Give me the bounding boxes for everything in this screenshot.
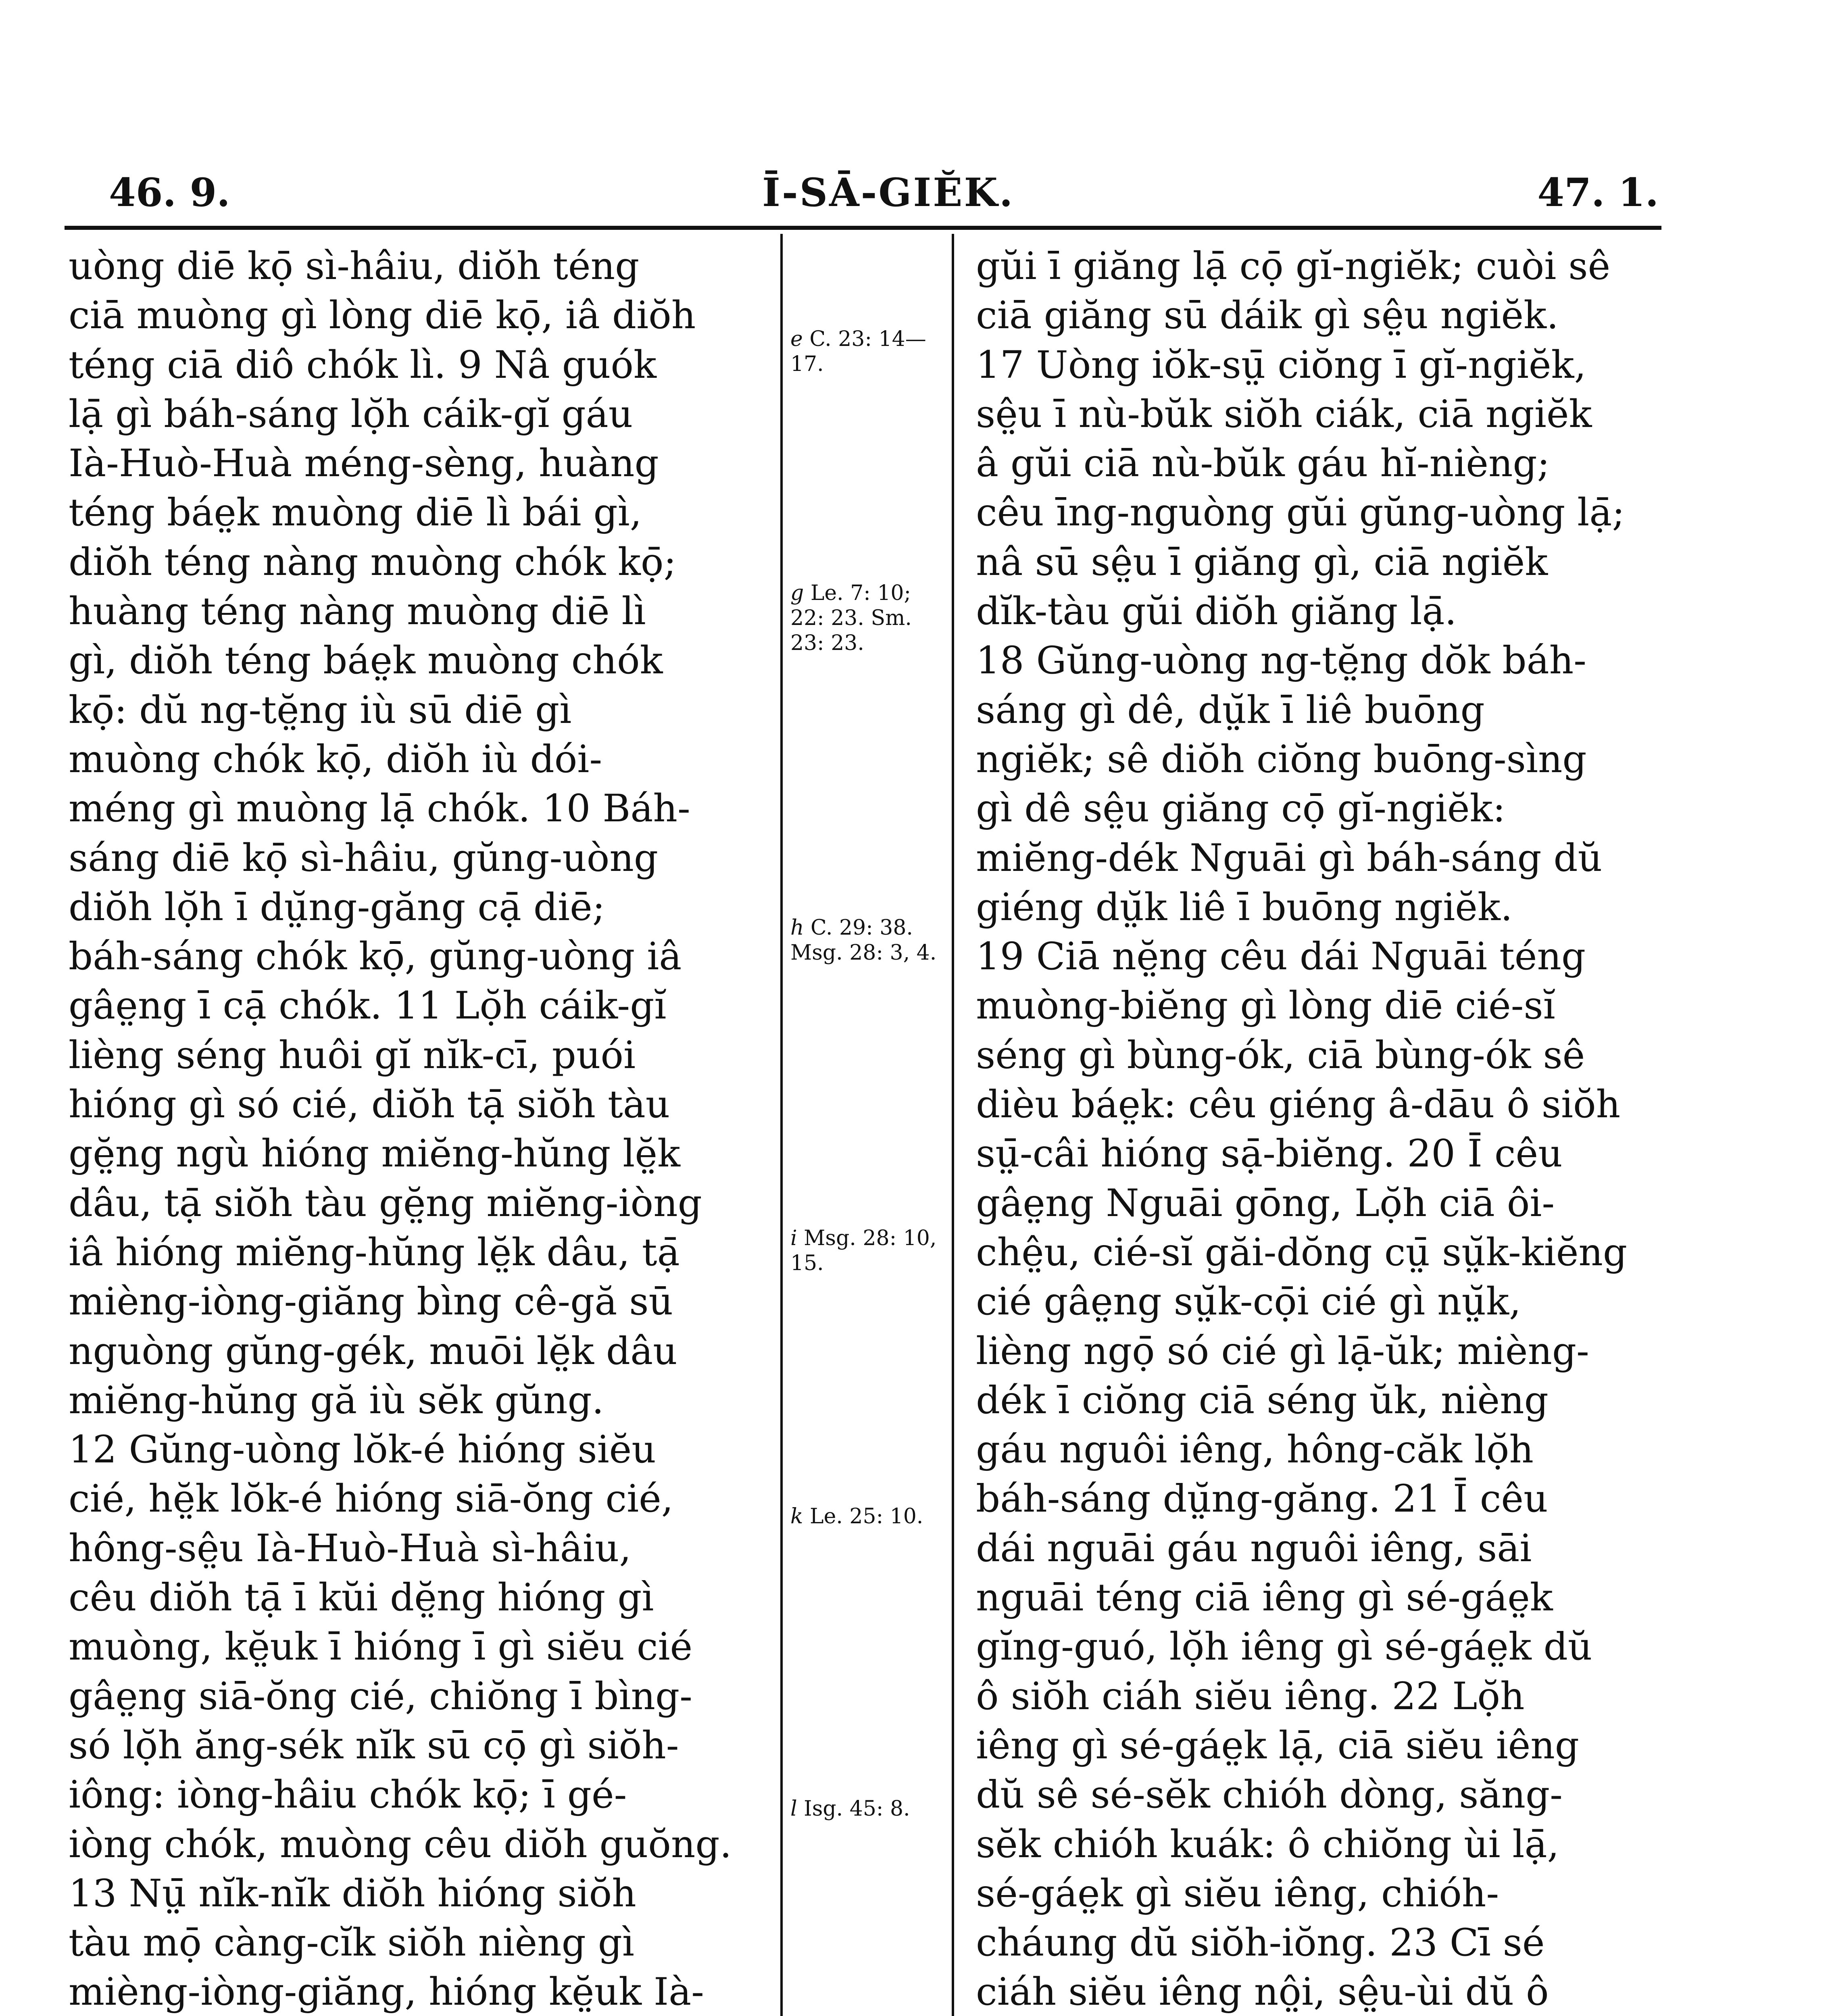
text-line: téng ciā diô chók lì. 9 Nâ guók (69, 343, 657, 387)
text-line: giéng dṳ̆k liê ī buōng ngiĕk. (976, 885, 1513, 929)
text-line: cêu diŏh tạ̄ ī kŭi dĕ̤ng hióng gì (69, 1576, 654, 1620)
text-line: báh-sáng chók kọ̄, gŭng-uòng iâ (69, 935, 682, 979)
header-right-reference: 47. 1. (1537, 170, 1659, 215)
margin-ref: k Le. 25: 10. (790, 1504, 923, 1529)
text-line: muòng-biĕng gì lòng diē cié-sĭ (976, 984, 1555, 1028)
text-line: ciā giăng sū dáik gì sê̤u ngiĕk. (976, 294, 1559, 338)
text-line: gŭi ī giăng lạ̄ cọ̄ gĭ-ngiĕk; cuòi sê (976, 244, 1611, 288)
margin-ref: l Isg. 45: 8. (790, 1797, 910, 1821)
text-line: diŏh lọ̆h ī dṳ̆ng-găng cạ̄ diē; (69, 885, 605, 929)
text-line: gâe̤ng Nguāi gōng, Lọ̆h ciā ôi- (976, 1181, 1555, 1225)
text-line: sĕk chióh kuák: ô chiŏng ùi lạ̄, (976, 1822, 1559, 1866)
header-rule (65, 226, 1661, 230)
text-line: gĕ̤ng ngù hióng miĕng-hŭng lĕ̤k (69, 1132, 680, 1176)
text-line: dék ī ciŏng ciā séng ŭk, nièng (976, 1378, 1549, 1422)
text-line: gáu nguôi iêng, hông-căk lọ̆h (976, 1428, 1534, 1472)
text-line: lièng séng huôi gĭ nĭk-cī, puói (69, 1033, 636, 1077)
text-line: cháung dŭ siŏh-iŏng. 23 Cī sé (976, 1921, 1545, 1965)
text-line: gâe̤ng ī cạ̄ chók. 11 Lọ̆h cáik-gĭ (69, 984, 667, 1028)
text-line: cié gâe̤ng sṳ̆k-cọ̄i cié gì nṳ̆k, (976, 1280, 1521, 1324)
header-left-reference: 46. 9. (109, 170, 230, 215)
text-line: sê̤u ī nù-bŭk siŏh ciák, ciā ngiĕk (976, 392, 1592, 436)
text-line: só lọ̆h ăng-sék nĭk sū cọ̄ gì siŏh- (69, 1723, 679, 1768)
text-line: Ià-Huò-Huà méng-sèng, huàng (69, 442, 659, 486)
text-line: chê̤u, cié-sĭ găi-dŏng cṳ̄ sṳ̆k-kiĕng (976, 1230, 1628, 1275)
text-line: nâ sū sê̤u ī giăng gì, ciā ngiĕk (976, 540, 1548, 584)
text-line: cêu īng-nguòng gŭi gŭng-uòng lạ̄; (976, 491, 1625, 535)
text-line: hióng gì só cié, diŏh tạ̄ siŏh tàu (69, 1083, 670, 1127)
text-line: sáng gì dê, dṳ̆k ī liê buōng (976, 688, 1485, 732)
text-line: sáng diē kọ̄ sì-hâiu, gŭng-uòng (69, 836, 659, 880)
text-line: ciā muòng gì lòng diē kọ̄, iâ diŏh (69, 294, 696, 338)
text-line: dái nguāi gáu nguôi iêng, sāi (976, 1526, 1532, 1570)
text-line: ngiĕk; sê diŏh ciŏng buōng-sìng (976, 737, 1587, 781)
text-line: cié, hĕ̤k lŏk-é hióng siā-ŏng cié, (69, 1477, 673, 1521)
text-line: séng gì bùng-ók, ciā bùng-ók sê (976, 1033, 1585, 1077)
text-line: hông-sê̤u Ià-Huò-Huà sì-hâiu, (69, 1526, 632, 1570)
text-line: téng báe̤k muòng diē lì bái gì, (69, 491, 642, 535)
text-line: gĭng-guó, lọ̆h iêng gì sé-gáe̤k dŭ (976, 1625, 1592, 1669)
header-book-title: Ī-SĀ-GIĔK. (762, 170, 1015, 215)
margin-ref: g Le. 7: 10; 22: 23. Sm. 23: 23. (790, 581, 912, 655)
margin-ref: h C. 29: 38. Msg. 28: 3, 4. (790, 916, 937, 965)
text-line: dŭ sê sé-sĕk chióh dòng, săng- (976, 1773, 1563, 1817)
text-line: â gŭi ciā nù-bŭk gáu hĭ-nièng; (976, 442, 1550, 486)
text-line: iông: iòng-hâiu chók kọ̄; ī gé- (69, 1773, 627, 1817)
text-line: gì, diŏh téng báe̤k muòng chók (69, 639, 663, 683)
text-line: méng gì muòng lạ̄ chók. 10 Báh- (69, 787, 690, 831)
right-text-column (976, 242, 1665, 2016)
text-line: dĭk-tàu gŭi diŏh giăng lạ̄. (976, 589, 1457, 634)
text-line: mièng-iòng-giăng, hióng kĕ̤uk Ià- (69, 1970, 704, 2014)
text-line: 18 Gŭng-uòng ng-tĕ̤ng dŏk báh- (976, 639, 1586, 683)
text-line: lạ̄ gì báh-sáng lọ̆h cáik-gĭ gáu (69, 392, 633, 436)
text-line: tàu mọ̄ càng-cĭk siŏh nièng gì (69, 1921, 634, 1965)
text-line: 17 Uòng iŏk-sṳ̄ ciŏng ī gĭ-ngiĕk, (976, 343, 1586, 387)
text-line: ciáh siĕu iêng nô̤i, sê̤u-ùi dŭ ô (976, 1970, 1549, 2014)
column-divider-left (780, 234, 783, 2016)
text-line: mièng-iòng-giăng bìng cê-gă sū (69, 1280, 673, 1324)
text-line: nguāi téng ciā iêng gì sé-gáe̤k (976, 1576, 1553, 1620)
text-line: iâ hióng miĕng-hŭng lĕ̤k dâu, tạ̄ (69, 1230, 680, 1275)
text-line: nguòng gŭng-gék, muōi lĕ̤k dâu (69, 1329, 677, 1373)
text-line: huàng téng nàng muòng diē lì (69, 589, 646, 634)
text-line: dièu báe̤k: cêu giéng â-dāu ô siŏh (976, 1083, 1621, 1127)
text-line: 19 Ciā nĕ̤ng cêu dái Nguāi téng (976, 935, 1586, 979)
text-line: 13 Nṳ̄ nĭk-nĭk diŏh hióng siŏh (69, 1871, 636, 1916)
text-line: diŏh téng nàng muòng chók kọ̄; (69, 540, 677, 584)
text-line: kọ̄: dŭ ng-tĕ̤ng iù sū diē gì (69, 688, 572, 732)
text-line: gì dê sê̤u giăng cọ̄ gĭ-ngiĕk: (976, 787, 1506, 831)
left-text-column (69, 242, 766, 2016)
text-line: muòng chók kọ̄, diŏh iù dói- (69, 737, 602, 781)
text-line: sé-gáe̤k gì siĕu iêng, chióh- (976, 1871, 1499, 1916)
column-divider-right (952, 234, 954, 2016)
text-line: miĕng-dék Nguāi gì báh-sáng dŭ (976, 836, 1603, 880)
text-line: iêng gì sé-gáe̤k lạ̄, ciā siĕu iêng (976, 1723, 1579, 1768)
text-line: 12 Gŭng-uòng lŏk-é hióng siĕu (69, 1428, 656, 1472)
text-line: miĕng-hŭng gă iù sĕk gŭng. (69, 1378, 604, 1422)
margin-ref: e C. 23: 14—17. (790, 327, 926, 376)
text-line: sṳ̄-câi hióng sạ̄-biĕng. 20 Ī cêu (976, 1132, 1563, 1176)
text-line: iòng chók, muòng cêu diŏh guŏng. (69, 1822, 732, 1866)
text-line: ô siŏh ciáh siĕu iêng. 22 Lọ̆h (976, 1674, 1525, 1718)
text-line: gâe̤ng siā-ŏng cié, chiŏng ī bìng- (69, 1674, 692, 1718)
text-line: muòng, kĕ̤uk ī hióng ī gì siĕu cié (69, 1625, 693, 1669)
text-line: dâu, tạ̄ siŏh tàu gĕ̤ng miĕng-iòng (69, 1181, 702, 1225)
text-line: lièng ngọ̄ só cié gì lạ̄-ŭk; mièng- (976, 1329, 1589, 1373)
text-line: báh-sáng dṳ̆ng-găng. 21 Ī cêu (976, 1477, 1548, 1521)
margin-ref: i Msg. 28: 10, 15. (790, 1226, 937, 1275)
text-line: uòng diē kọ̄ sì-hâiu, diŏh téng (69, 244, 640, 288)
